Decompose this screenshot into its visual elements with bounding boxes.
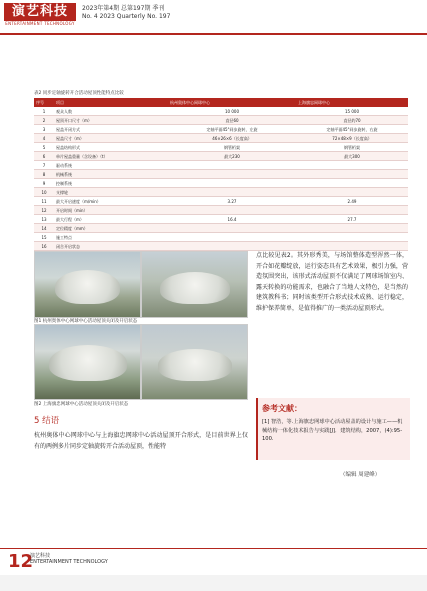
stadium-roof-shape [160, 272, 230, 304]
table-cell: 46×26×6（长度高） [168, 134, 296, 143]
table-cell: 直径60 [168, 116, 296, 125]
table-cell: 3 [34, 125, 54, 134]
table-cell [168, 170, 296, 179]
footer-magazine-name [30, 553, 108, 565]
table-row [34, 206, 408, 215]
table-row [34, 188, 408, 197]
section-body-text: 杭州奥体中心网球中心与上海旗忠网球中心活动屋顶开合形式，是目前世界上仅有的两例多片同步定轴旋转开合活动屋顶，性能特 [34, 432, 248, 450]
table-cell: 观众人数 [54, 107, 168, 116]
table-header-cell: 上海旗忠网球中心 [296, 98, 408, 107]
table-cell: 屋盖尺寸（m） [54, 134, 168, 143]
table-row [34, 161, 408, 170]
table-cell: 4 [34, 134, 54, 143]
table-cell: 15 000 [296, 107, 408, 116]
table-cell: 控制系统 [54, 179, 168, 188]
table-row [34, 215, 408, 224]
table-cell: 8 [34, 170, 54, 179]
table-cell [296, 206, 408, 215]
table-cell: 2.49 [296, 197, 408, 206]
table-cell: 屋顶开口尺寸（m） [54, 116, 168, 125]
footer-magazine-en: ENTERTAINMENT TECHNOLOGY [30, 559, 108, 565]
table-cell: 定位精度（mm） [54, 224, 168, 233]
magazine-logo: 演艺科技 [4, 3, 76, 21]
table-cell: 16 [34, 242, 54, 251]
table-cell: 闭合开启状态 [54, 242, 168, 251]
table-cell: 钢管桁架 [168, 143, 296, 152]
issue-line-en: No. 4 2023 Quarterly No. 197 [82, 13, 171, 20]
table-row [34, 107, 408, 116]
table-cell: 2 [34, 116, 54, 125]
table-row [34, 242, 408, 251]
table-cell: 3.27 [168, 197, 296, 206]
table-cell [168, 161, 296, 170]
table-header-row [34, 98, 408, 107]
table-cell: 定轴平面45°同步旋转，右旋 [296, 125, 408, 134]
table-cell: 最大行程（m） [54, 215, 168, 224]
table-cell [296, 233, 408, 242]
table-cell [296, 161, 408, 170]
editor-credit: （编辑 周建峰） [340, 472, 381, 478]
table-cell [168, 242, 296, 251]
comparison-table [34, 98, 408, 251]
table-cell: 开启时间（min） [54, 206, 168, 215]
table-cell: 7 [34, 161, 54, 170]
table-cell: 定轴平面45°同步旋转，左旋 [168, 125, 296, 134]
table-cell: 驱动系统 [54, 161, 168, 170]
issue-line-cn: 2023年第4期 总第197期 季刊 [82, 5, 165, 12]
table-cell: 11 [34, 197, 54, 206]
table-cell: 1 [34, 107, 54, 116]
references-title: 参考文献： [262, 404, 302, 413]
table-cell [168, 179, 296, 188]
table-cell: 12 [34, 206, 54, 215]
table-cell: 27.7 [296, 215, 408, 224]
table-cell: 10 000 [168, 107, 296, 116]
photo-hangzhou-open [141, 251, 248, 318]
table-header-cell: 项目 [54, 98, 168, 107]
table-cell: 屋盖开闭方式 [54, 125, 168, 134]
table-row [34, 170, 408, 179]
table-cell: 10 [34, 188, 54, 197]
table-cell: 钢管桁架 [296, 143, 408, 152]
table-row [34, 179, 408, 188]
stadium-roof-shape [49, 345, 127, 381]
stadium-roof-shape [55, 270, 120, 304]
table-row [34, 152, 408, 161]
figure-2-caption: 图2 上海旗忠网球中心活动屋顶关闭及开启状态 [34, 402, 129, 407]
photo-shanghai-open [141, 324, 248, 400]
table-row [34, 143, 408, 152]
table-cell: 单片屋盖重量（含设备）（t） [54, 152, 168, 161]
header-divider [0, 33, 427, 35]
table-header-cell: 序号 [34, 98, 54, 107]
photo-shanghai-closed [34, 324, 141, 400]
table-cell: 16.4 [168, 215, 296, 224]
footer-divider [0, 548, 427, 549]
table-cell: 施工特点 [54, 233, 168, 242]
table-cell: 9 [34, 179, 54, 188]
footer-bar [0, 575, 427, 591]
table-row [34, 233, 408, 242]
table-cell [168, 224, 296, 233]
table-cell [296, 242, 408, 251]
table-row [34, 197, 408, 206]
table-cell [168, 188, 296, 197]
table-cell: 机械系统 [54, 170, 168, 179]
section-heading: 5 结语 [34, 416, 60, 426]
table-row [34, 224, 408, 233]
table-cell: 最大300 [296, 152, 408, 161]
table-header-cell: 杭州奥体中心网球中心 [168, 98, 296, 107]
table-cell: 直径约70 [296, 116, 408, 125]
table-cell [168, 233, 296, 242]
figure-1-caption: 图1 杭州奥体中心网球中心活动屋顶关闭及开启状态 [34, 319, 138, 324]
table-title: 表2 同步定轴旋转开合活动屋顶性能特点比较 [34, 91, 124, 96]
table-cell [296, 188, 408, 197]
magazine-logo-subtitle: ENTERTAINMENT TECHNOLOGY [5, 21, 75, 26]
page-number: 12 [8, 551, 34, 572]
table-cell: 支撑轮 [54, 188, 168, 197]
photo-hangzhou-closed [34, 251, 141, 318]
table-cell [296, 179, 408, 188]
issue-info [82, 5, 170, 21]
table-cell [168, 206, 296, 215]
table-row [34, 125, 408, 134]
table-row [34, 116, 408, 125]
stadium-roof-shape [158, 349, 232, 381]
body-text-right: 点比较见表2。其外形秀美，与场馆整体造型浑然一体，开合如花瓣绽放，运行姿态具有艺术效果，极引力强，营造氛围突出，该形式活动屋顶不仅满足了网球场馆室内、露天转换的功能需求，也融合了当地人文特色，是当然的建筑教科书；同时该类型开合形式技术成熟、运行稳定，维护保养简单，是值得推广的一类活动屋顶形式。 [256, 252, 408, 312]
table-cell [296, 170, 408, 179]
table-row [34, 134, 408, 143]
table-cell: 屋盖结构形式 [54, 143, 168, 152]
table-cell: 6 [34, 152, 54, 161]
table-cell: 最大开启速度（m/min） [54, 197, 168, 206]
table-cell: 13 [34, 215, 54, 224]
table-cell: 14 [34, 224, 54, 233]
references-text: [1] 智浩，等.上海旗忠网球中心活动屋盖的设计与施工——机械结构一体化技术报告与实践[J]．建筑结构，2007，(4):95-100. [262, 419, 403, 442]
table-cell: 5 [34, 143, 54, 152]
table-cell: 72×48×9（长度高） [296, 134, 408, 143]
table-cell: 15 [34, 233, 54, 242]
table-cell: 最大230 [168, 152, 296, 161]
footer-magazine-cn: 演艺科技 [30, 553, 51, 559]
table-cell [296, 224, 408, 233]
